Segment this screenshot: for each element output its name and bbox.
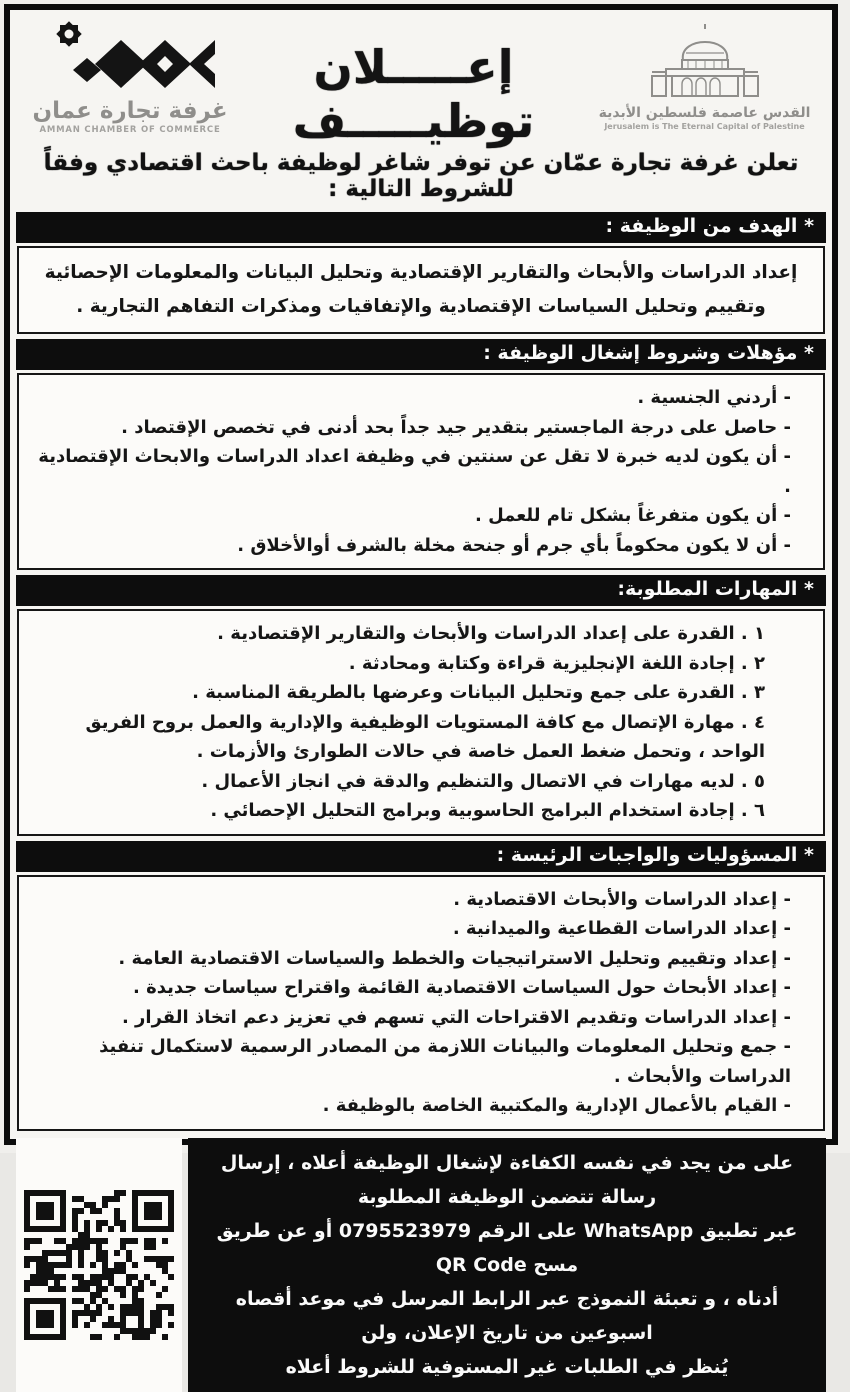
amman-chamber-logo (25, 18, 235, 135)
application-instructions-box (188, 1138, 826, 1392)
list-item: ٦ . إجادة استخدام البرامج الحاسوبية وبرامج التحليل الإحصائي . (210, 800, 765, 822)
jerusalem-logo (592, 18, 817, 131)
list-item: عبر تطبيق WhatsApp على الرقم 0795523979 أو عن طريق مسح QR Code (216, 1219, 798, 1276)
application-instructions (188, 1138, 826, 1392)
section-skills-header: * المهارات المطلوبة: (16, 575, 826, 606)
qr-panel (16, 1138, 182, 1392)
list-item: يُنظر في الطلبات غير المستوفية للشروط أعلاه (285, 1355, 729, 1378)
list-item: على من يجد في نفسه الكفاءة لإشغال الوظيفة أعلاه ، إرسال رسالة تتضمن الوظيفة المطلوبة (220, 1151, 794, 1208)
list-item: - إعداد الأبحاث حول السياسات الاقتصادية القائمة واقتراح سياسات جديدة . (132, 977, 791, 999)
list-item: - جمع وتحليل المعلومات والبيانات اللازمة من المصادر الرسمية لاستكمال تنفيذ الدراسات والأبحاث . (99, 1036, 791, 1087)
jerusalem-caption-arabic: القدس عاصمة فلسطين الأبدية (598, 105, 811, 121)
list-item: - إعداد الدراسات القطاعية والميدانية . (452, 918, 791, 940)
qualifications-list (29, 383, 813, 560)
section-responsibilities-box (17, 875, 825, 1131)
ad-title: إعـــــلان توظيـــــف (292, 40, 535, 148)
list-item: ١ . القدرة على إعداد الدراسات والأبحاث والتقارير الإقتصادية . (217, 623, 765, 645)
amman-chamber-kufic-icon (25, 18, 235, 96)
list-item: - إعداد الدراسات والأبحاث الاقتصادية . (453, 888, 791, 910)
ad-headline: تعلن غرفة تجارة عمّان عن توفر شاغر لوظيفة باحث اقتصادي وفقاً للشروط التالية : (43, 150, 799, 202)
ad-header (15, 14, 827, 148)
list-item: ٣ . القدرة على جمع وتحليل البيانات وعرضها بالطريقة المناسبة . (192, 682, 765, 704)
list-item: ٥ . لديه مهارات في الاتصال والتنظيم والدقة في انجاز الأعمال . (201, 770, 765, 792)
section-objective-header: * الهدف من الوظيفة : (16, 212, 826, 243)
list-item: - أن لا يكون محكوماً بأي جرم أو جنحة مخلة بالشرف أوالأخلاق . (237, 534, 791, 556)
list-item: - إعداد وتقييم وتحليل الاستراتيجيات والخطط والسياسات الاقتصادية العامة . (118, 947, 791, 969)
list-item: - أن يكون متفرغاً بشكل تام للعمل . (474, 505, 791, 527)
jerusalem-caption-english: Jerusalem is The Eternal Capital of Palestine (604, 122, 805, 131)
section-qualifications-header: * مؤهلات وشروط إشغال الوظيفة : (16, 339, 826, 370)
list-item: ٢ . إجادة اللغة الإنجليزية قراءة وكتابة ومحادثة . (348, 652, 765, 674)
list-item: - حاصل على درجة الماجستير بتقدير جيد جداً بحد أدنى في تخصص الإقتصاد . (121, 416, 791, 438)
section-skills-box (17, 609, 825, 836)
list-item: - أردني الجنسية . (637, 387, 791, 409)
list-item: ٤ . مهارة الإتصال مع كافة المستويات الوظيفية والإدارية والعمل بروح الفريق الواحد ، وتحمل ضغط العمل خاصة في حالات الطوارئ والأزمات . (85, 711, 765, 763)
list-item: - القيام بالأعمال الإدارية والمكتبية الخاصة بالوظيفة . (322, 1095, 791, 1117)
amman-chamber-name-arabic: غرفة تجارة عمان (32, 98, 228, 124)
responsibilities-list (29, 885, 813, 1121)
section-qualifications-box (17, 373, 825, 570)
ad-footer (16, 1138, 826, 1392)
list-item: - إعداد الدراسات وتقديم الاقتراحات التي تسهم في تعزيز دعم اتخاذ القرار . (121, 1006, 791, 1028)
list-item: - أن يكون لديه خبرة لا تقل عن سنتين في وظيفة اعداد الدراسات والابحاث الإقتصادية . (38, 446, 791, 497)
section-responsibilities-header: * المسؤوليات والواجبات الرئيسة : (16, 841, 826, 872)
list-item: أدناه ، و تعبئة النموذج عبر الرابط المرسل في موعد أقصاه اسبوعين من تاريخ الإعلان، ولن (235, 1287, 779, 1344)
skills-list (29, 619, 813, 826)
objective-paragraph: إعداد الدراسات والأبحاث والتقارير الإقتصادية وتحليل البيانات والمعلومات الإحصائية وتقييم وتحليل السياسات الإقتصادية والإتفاقيات ومذكرات التفاهم التجارية . (44, 262, 798, 318)
amman-chamber-name-english: AMMAN CHAMBER OF COMMERCE (39, 125, 221, 135)
section-objective-box (17, 246, 825, 334)
ad-outer-frame (4, 4, 838, 1378)
qr-code-icon (24, 1190, 174, 1340)
dome-of-the-rock-icon (592, 20, 817, 104)
